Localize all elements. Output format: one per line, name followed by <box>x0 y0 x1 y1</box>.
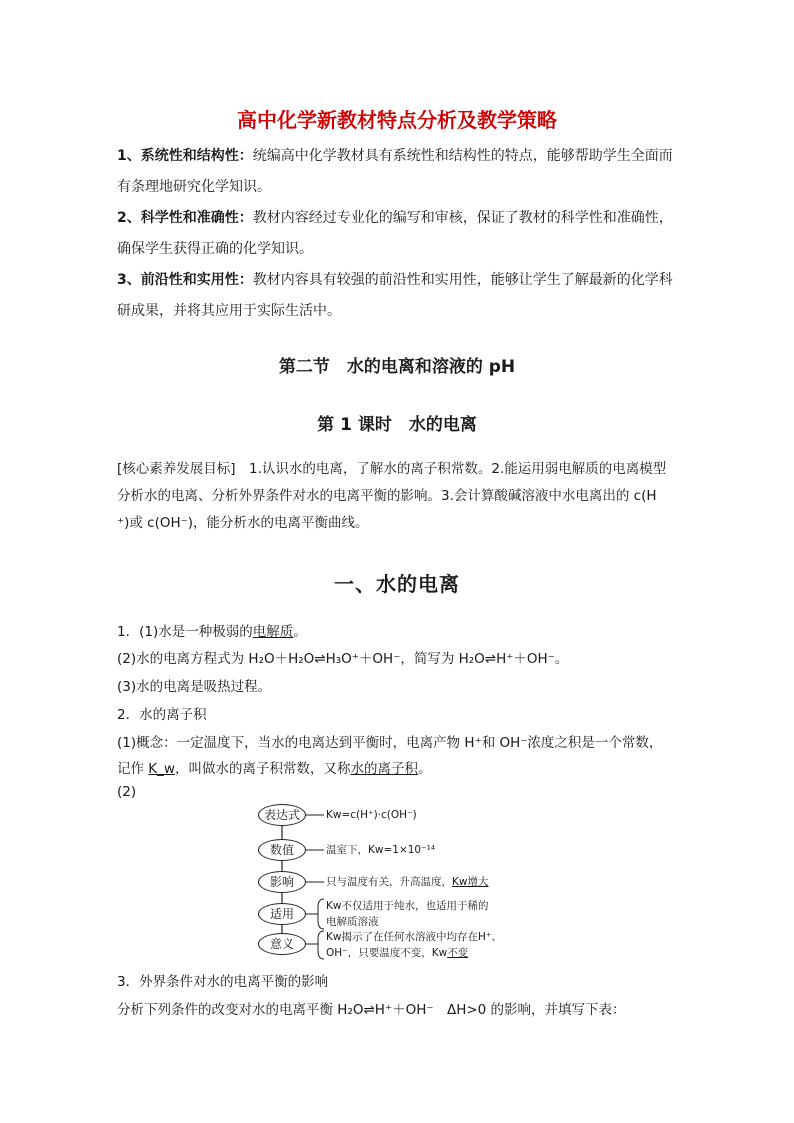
point-text: 教材内容经过专业化的编写和审核，保证了教材的科学性和准确性， <box>252 210 673 226</box>
goals-line: ⁺)或 c(OH⁻)，能分析水的电离平衡曲线。 <box>117 515 369 531</box>
item-1 <box>117 620 687 640</box>
point-text: 教材内容具有较强的前沿性和实用性，能够让学生了解最新的化学科 <box>252 272 673 288</box>
point-3 <box>117 265 679 327</box>
section-title: 第二节 水的电离和溶液的 pH <box>278 357 516 377</box>
core-goals <box>117 456 682 537</box>
diagram-text: 电解质溶液 <box>326 916 379 928</box>
diagram-text: OH⁻，只要温度不变，Kw <box>326 947 448 959</box>
item-text: ，叫做水的离子积常数，又称 <box>174 761 351 777</box>
node-meaning-text <box>326 929 502 961</box>
item-text: 。 <box>293 624 307 640</box>
node-meaning: 意义 <box>258 933 306 955</box>
node-scope-text <box>326 898 488 930</box>
item-5: (1)概念：一定温度下，当水的电离达到平衡时，电离产物 H⁺和 OH⁻浓度之积是一个常数， <box>117 735 663 751</box>
underlined-answer: 水的离子积 <box>350 761 418 777</box>
point-2 <box>117 203 679 265</box>
document-title: 高中化学新教材特点分析及教学策略 <box>237 108 557 132</box>
underlined-answer: Kw增大 <box>452 876 489 888</box>
point-label: 3、前沿性和实用性： <box>117 272 253 288</box>
underlined-answer: 电解质 <box>252 624 294 640</box>
lesson-title: 第 1 课时 水的电离 <box>317 415 477 435</box>
heading-water-ionization: 一、水的电离 <box>334 572 460 596</box>
node-expression-text: Kw=c(H⁺)·c(OH⁻) <box>326 809 417 821</box>
item-text: 记作 <box>117 761 149 777</box>
diagram-text: Kw揭示了在任何水溶液中均存在H⁺、 <box>326 931 502 943</box>
goals-line: 分析水的电离、分析外界条件对水的电离平衡的影响。3.会计算酸碱溶液中水电离出的 c(H <box>117 488 657 504</box>
item-4: 2．水的离子积 <box>117 707 207 723</box>
point-1 <box>117 141 679 203</box>
kw-diagram <box>258 803 548 963</box>
underlined-answer: K_w <box>148 761 175 777</box>
item-8: 3．外界条件对水的电离平衡的影响 <box>117 974 329 990</box>
node-value: 数值 <box>258 839 306 861</box>
item-2: (2)水的电离方程式为 H₂O＋H₂O⇌H₃O⁺＋OH⁻，简写为 H₂O⇌H⁺＋OH⁻。 <box>117 651 569 667</box>
point-label: 2、科学性和准确性： <box>117 210 253 226</box>
node-influence: 影响 <box>258 871 306 893</box>
goals-line: [核心素养发展目标] 1.认识水的电离，了解水的离子积常数。2.能运用弱电解质的电离模型 <box>117 461 667 477</box>
point-label: 1、系统性和结构性： <box>117 148 253 164</box>
item-3: (3)水的电离是吸热过程。 <box>117 679 272 695</box>
item-text: 。 <box>417 761 432 777</box>
point-text: 研成果，并将其应用于实际生活中。 <box>117 303 341 319</box>
item-7: (2) <box>117 784 137 800</box>
item-6 <box>117 757 687 777</box>
point-text: 确保学生获得正确的化学知识。 <box>117 241 313 257</box>
node-scope: 适用 <box>258 903 306 925</box>
node-value-text: 温室下，Kw=1×10⁻¹⁴ <box>326 844 436 856</box>
item-text: 1．(1)水是一种极弱的 <box>117 624 253 640</box>
point-text: 有条理地研究化学知识。 <box>117 179 271 195</box>
diagram-text: Kw不仅适用于纯水，也适用于稀的 <box>326 900 489 912</box>
node-influence-text <box>326 874 488 890</box>
item-9: 分析下列条件的改变对水的电离平衡 H₂O⇌H⁺＋OH⁻ ΔH>0 的影响，并填写下表： <box>117 1002 626 1018</box>
underlined-answer: 不变 <box>447 947 469 959</box>
diagram-text: 只与温度有关，升高温度， <box>326 876 452 888</box>
point-text: 统编高中化学教材具有系统性和结构性的特点，能够帮助学生全面而 <box>252 148 673 164</box>
node-expression: 表达式 <box>258 804 306 826</box>
